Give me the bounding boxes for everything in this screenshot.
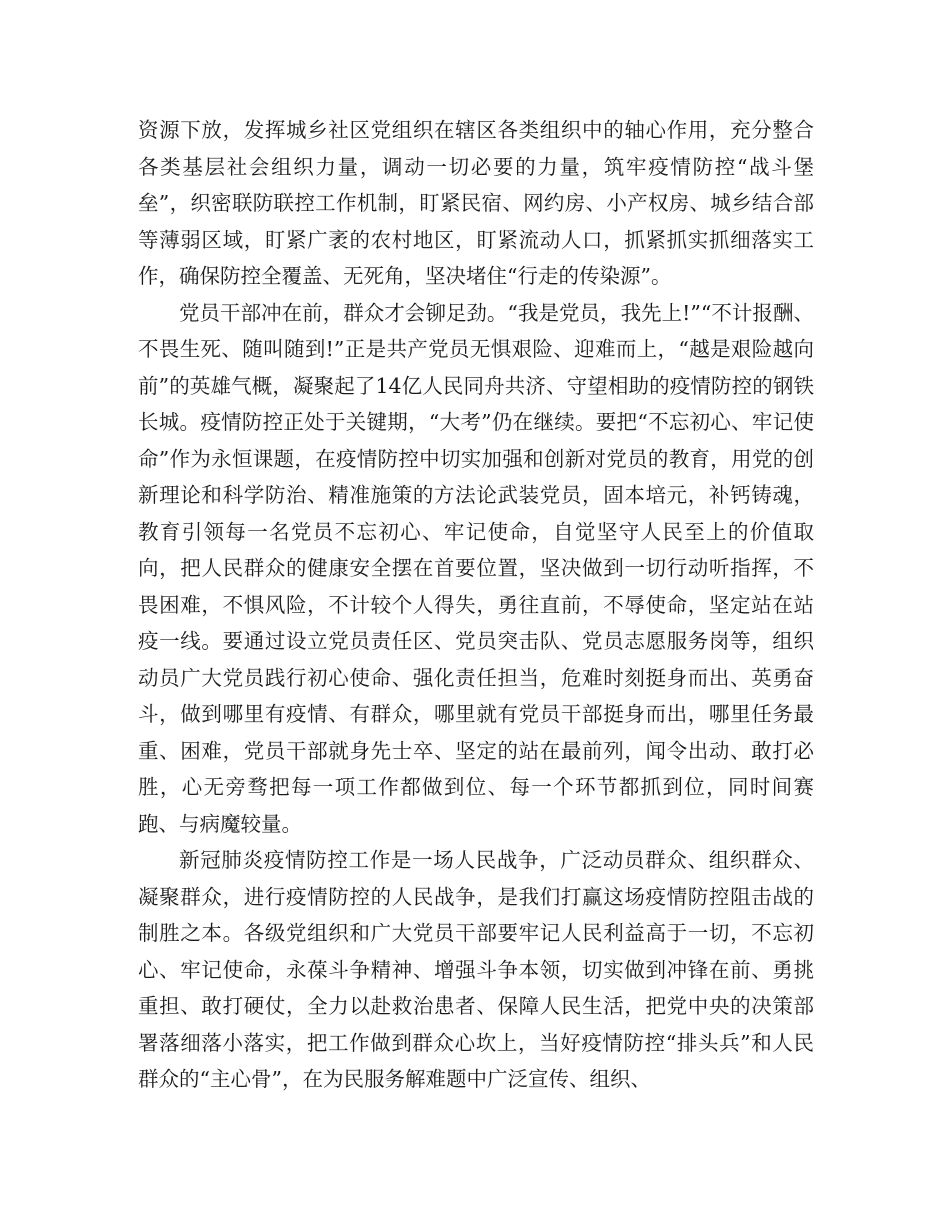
paragraph-peoples-war: 新冠肺炎疫情防控工作是一场人民战争，广泛动员群众、组织群众、凝聚群众，进行疫情防控的人民战争，是我们打赢这场疫情防控阻击战的制胜之本。各级党组织和广大党员干部要牢记人民利益高于一切，不忘初心、牢记使命，永葆斗争精神、增强斗争本领，切实做到冲锋在前、勇挑重担、敢打硬仗，全力以赴救治患者、保障人民生活，把党中央的决策部署落细落小落实，把工作做到群众心坎上，当好疫情防控“排头兵”和人民群众的“主心骨”，在为民服务解难题中广泛宣传、组织、 bbox=[138, 848, 814, 1091]
paragraph-continued: 资源下放，发挥城乡社区党组织在辖区各类组织中的轴心作用，充分整合各类基层社会组织力量，调动一切必要的力量，筑牢疫情防控“战斗堡垒”，织密联防联控工作机制，盯紧民宿、网约房、小产权房、城乡结合部等薄弱区域，盯紧广袤的农村地区，盯紧流动人口，抓紧抓实抓细落实工作，确保防控全覆盖、无死角，坚决堵住“行走的传染源”。 bbox=[138, 118, 814, 288]
paragraph-party-members: 党员干部冲在前，群众才会铆足劲。“我是党员，我先上!”“不计报酬、不畏生死、随叫随到!”正是共产党员无惧艰险、迎难而上，“越是艰险越向前”的英雄气概，凝聚起了14亿人民同舟共济、守望相助的疫情防控的钢铁长城。疫情防控正处于关键期，“大考”仍在继续。要把“不忘初心、牢记使命”作为永恒课题，在疫情防控中切实加强和创新对党员的教育，用党的创新理论和科学防治、精准施策的方法论武装党员，固本培元，补钙铸魂，教育引领每一名党员不忘初心、牢记使命，自觉坚守人民至上的价值取向，把人民群众的健康安全摆在首要位置，坚决做到一切行动听指挥，不畏困难，不惧风险，不计较个人得失，勇往直前，不辱使命，坚定站在站疫一线。要通过设立党员责任区、党员突击队、党员志愿服务岗等，组织动员广大党员践行初心使命、强化责任担当，危难时刻挺身而出、英勇奋斗，做到哪里有疫情、有群众，哪里就有党员干部挺身而出，哪里任务最重、困难，党员干部就身先士卒、坚定的站在最前列，闻令出动、敢打必胜，心无旁骛把每一项工作都做到位、每一个环节都抓到位，同时间赛跑、与病魔较量。 bbox=[138, 300, 814, 836]
body-text bbox=[138, 112, 814, 1098]
